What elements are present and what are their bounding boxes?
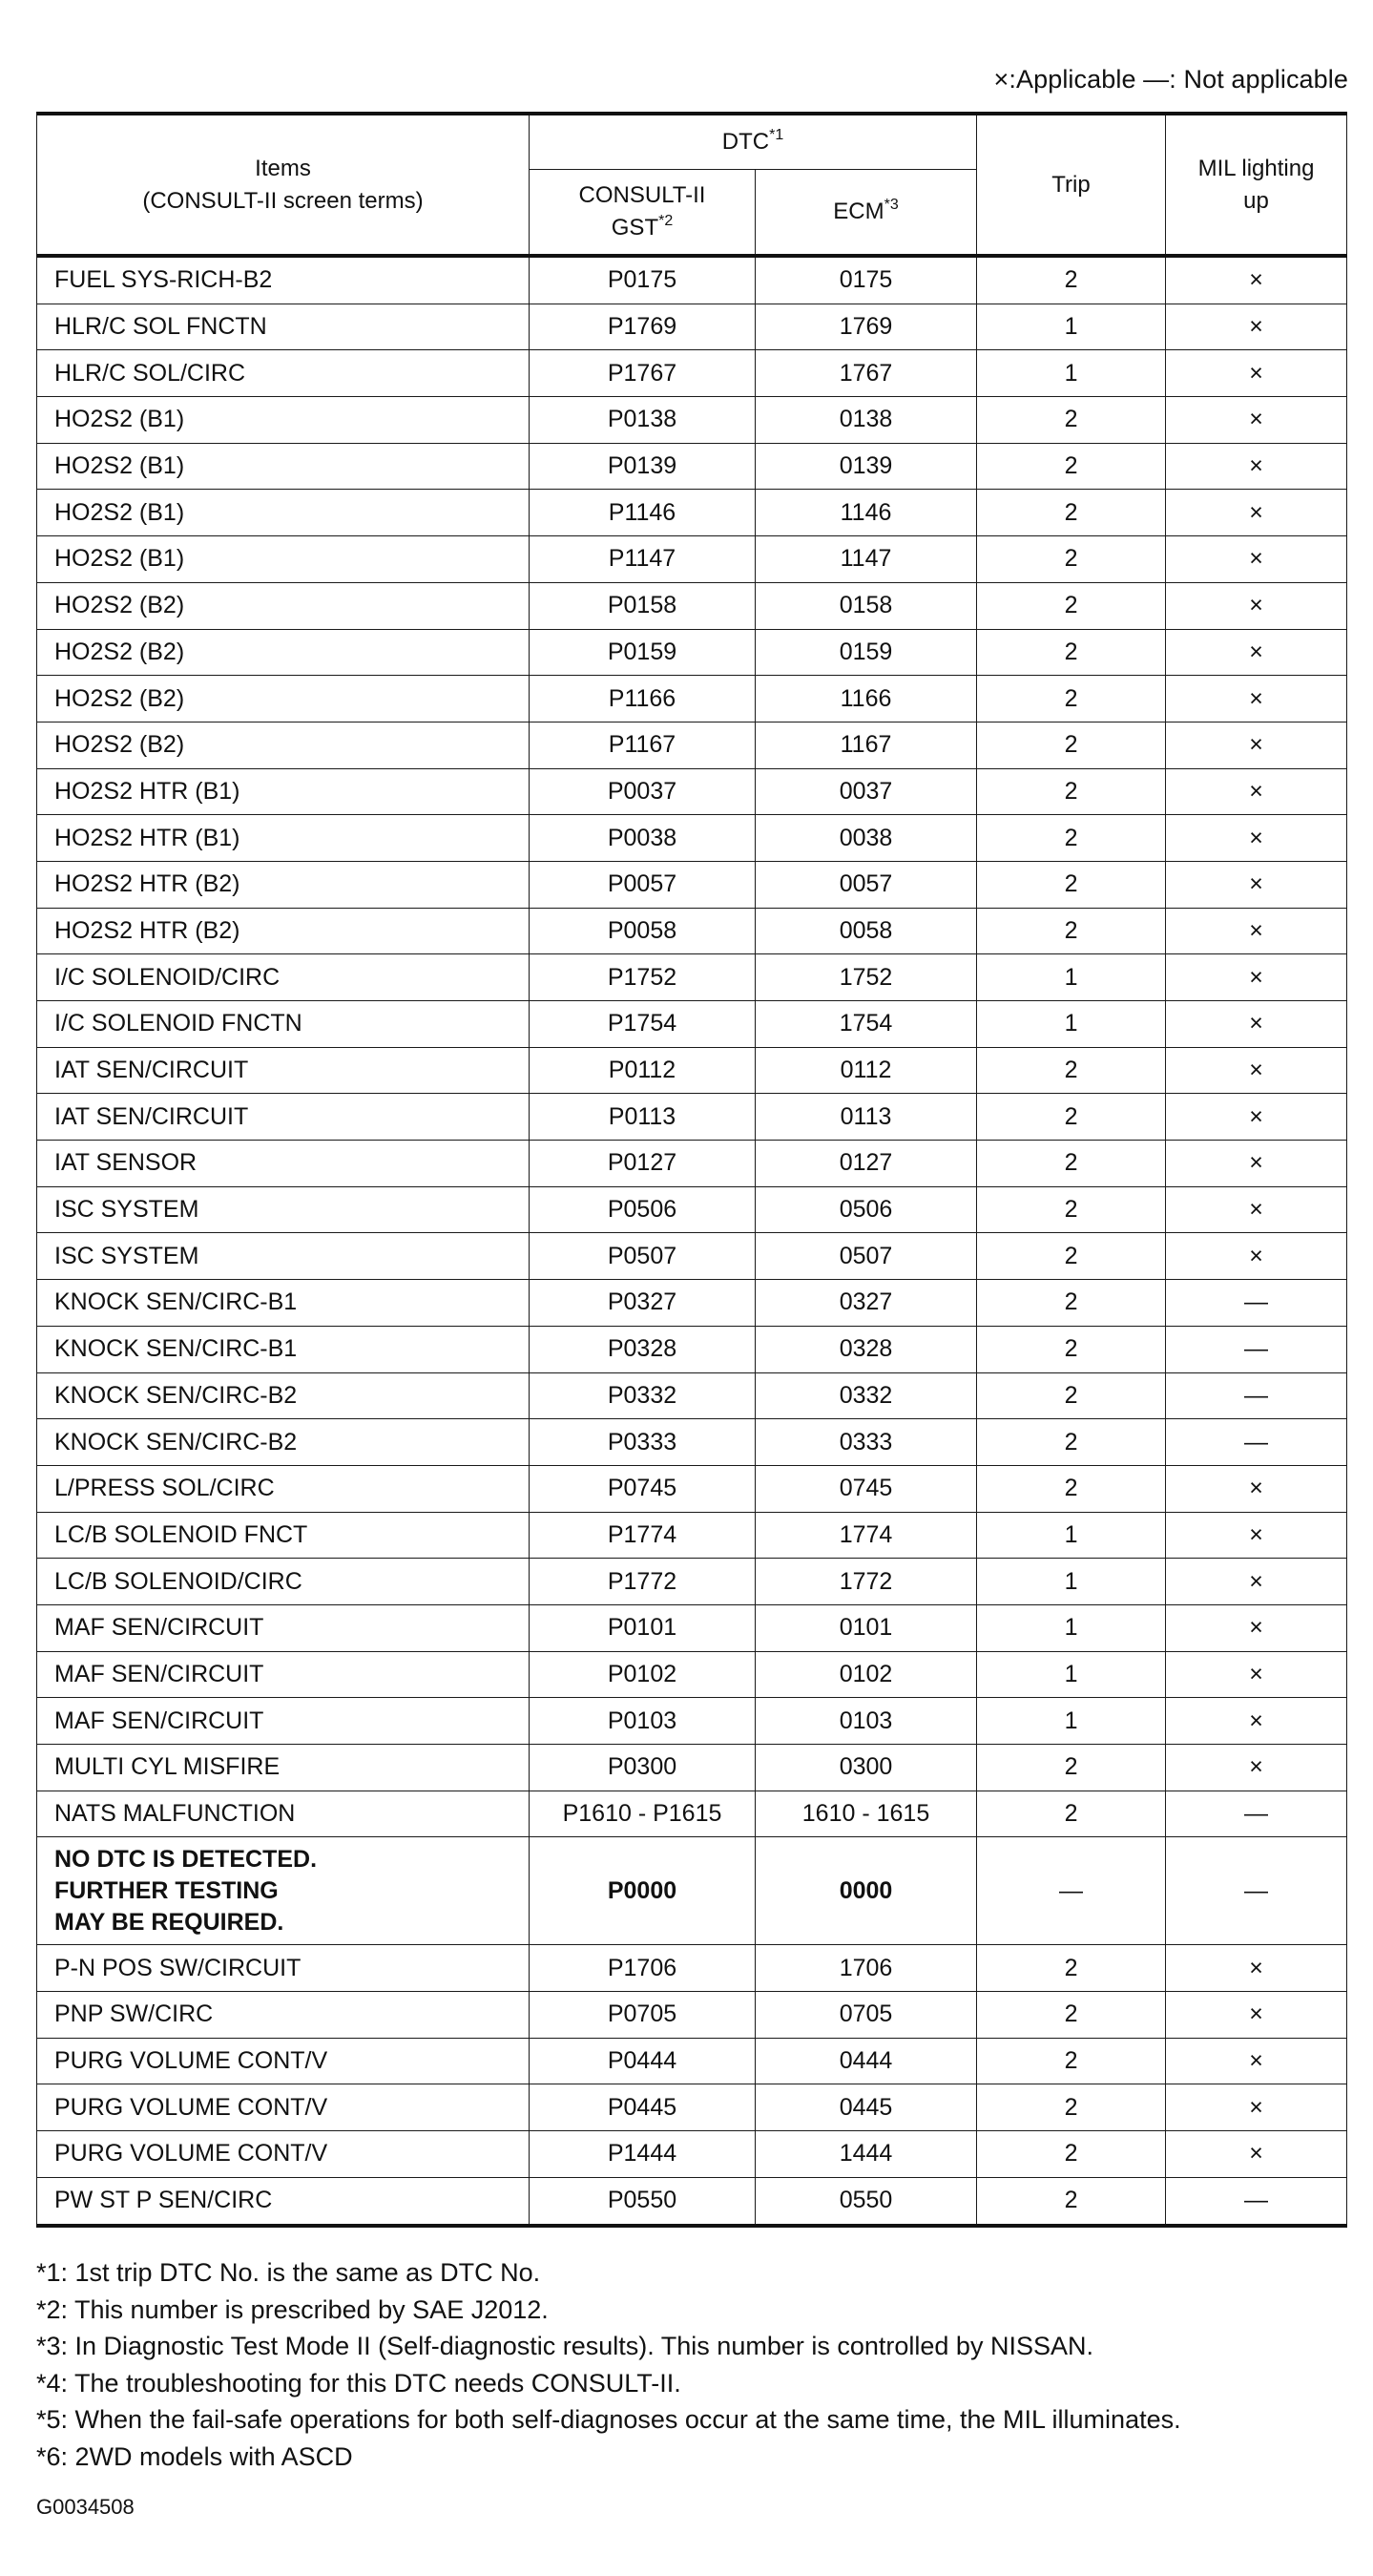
ecm-code-cell: 0332: [756, 1372, 977, 1419]
ecm-code-cell: 0000: [756, 1837, 977, 1945]
ecm-code-cell: 0058: [756, 908, 977, 954]
trip-cell: 2: [977, 2131, 1166, 2178]
table-row: [37, 861, 1347, 908]
gst-code-cell: P1146: [530, 490, 756, 536]
ecm-code-cell: 0112: [756, 1047, 977, 1094]
item-cell: HO2S2 (B1): [37, 536, 530, 583]
header-ecm-sup: *3: [884, 197, 899, 213]
footnote: *4: The troubleshooting for this DTC needs CONSULT-II.: [36, 2368, 681, 2398]
item-cell: HO2S2 (B1): [37, 397, 530, 444]
footnote: *5: When the fail-safe operations for both self-diagnoses occur at the same time, the MIL illuminates.: [36, 2405, 1181, 2434]
gst-code-cell: P0038: [530, 815, 756, 862]
gst-code-cell: P0550: [530, 2177, 756, 2225]
item-cell: I/C SOLENOID/CIRC: [37, 954, 530, 1001]
mil-cell: ×: [1166, 350, 1347, 397]
header-gst-line2: GST: [611, 215, 659, 241]
header-ecm: [756, 170, 977, 257]
item-cell: PURG VOLUME CONT/V: [37, 2084, 530, 2131]
mil-cell: —: [1166, 1837, 1347, 1945]
item-cell: KNOCK SEN/CIRC-B2: [37, 1372, 530, 1419]
table-row: [37, 397, 1347, 444]
trip-cell: 2: [977, 768, 1166, 815]
footnote: *1: 1st trip DTC No. is the same as DTC No.: [36, 2258, 541, 2287]
ecm-code-cell: 1146: [756, 490, 977, 536]
table-row: [37, 1280, 1347, 1327]
header-items: [37, 114, 530, 256]
header-gst-line1: CONSULT-II: [578, 182, 706, 208]
ecm-code-cell: 1774: [756, 1512, 977, 1559]
trip-cell: 2: [977, 861, 1166, 908]
mil-cell: ×: [1166, 1094, 1347, 1141]
ecm-code-cell: 0138: [756, 397, 977, 444]
mil-cell: ×: [1166, 256, 1347, 304]
gst-code-cell: P0175: [530, 256, 756, 304]
mil-cell: ×: [1166, 443, 1347, 490]
header-mil: [1166, 114, 1347, 256]
mil-cell: ×: [1166, 1559, 1347, 1605]
ecm-code-cell: 0175: [756, 256, 977, 304]
item-cell: IAT SENSOR: [37, 1141, 530, 1187]
gst-code-cell: P0445: [530, 2084, 756, 2131]
mil-cell: ×: [1166, 1233, 1347, 1280]
gst-code-cell: P0113: [530, 1094, 756, 1141]
mil-cell: ×: [1166, 908, 1347, 954]
ecm-code-cell: 0445: [756, 2084, 977, 2131]
table-row: [37, 1465, 1347, 1512]
item-cell: HO2S2 (B1): [37, 490, 530, 536]
gst-code-cell: P0159: [530, 629, 756, 676]
mil-cell: —: [1166, 1791, 1347, 1837]
item-cell: L/PRESS SOL/CIRC: [37, 1465, 530, 1512]
dtc-table: [36, 112, 1347, 2228]
header-trip: [977, 114, 1166, 256]
mil-cell: ×: [1166, 676, 1347, 723]
trip-cell: 2: [977, 582, 1166, 629]
table-row: [37, 1326, 1347, 1372]
gst-code-cell: P0507: [530, 1233, 756, 1280]
item-cell: MAF SEN/CIRCUIT: [37, 1651, 530, 1698]
ecm-code-cell: 0300: [756, 1745, 977, 1791]
table-row: [37, 1945, 1347, 1992]
gst-code-cell: P0332: [530, 1372, 756, 1419]
ecm-code-cell: 0057: [756, 861, 977, 908]
trip-cell: 2: [977, 1465, 1166, 1512]
mil-cell: ×: [1166, 1604, 1347, 1651]
gst-code-cell: P1769: [530, 304, 756, 350]
mil-cell: ×: [1166, 490, 1347, 536]
mil-cell: —: [1166, 1326, 1347, 1372]
gst-code-cell: P1166: [530, 676, 756, 723]
trip-cell: 2: [977, 2177, 1166, 2225]
table-row: [37, 1094, 1347, 1141]
trip-cell: 2: [977, 908, 1166, 954]
item-cell: HO2S2 (B2): [37, 582, 530, 629]
table-row: [37, 1651, 1347, 1698]
ecm-code-cell: 0506: [756, 1186, 977, 1233]
item-cell: MULTI CYL MISFIRE: [37, 1745, 530, 1791]
ecm-code-cell: 1767: [756, 350, 977, 397]
mil-cell: ×: [1166, 397, 1347, 444]
gst-code-cell: P0138: [530, 397, 756, 444]
header-mil-line1: MIL lighting: [1197, 155, 1315, 181]
not-applicable-symbol: —: [1143, 65, 1170, 94]
mil-cell: ×: [1166, 536, 1347, 583]
table-row: [37, 1837, 1347, 1945]
ecm-code-cell: 1166: [756, 676, 977, 723]
mil-cell: ×: [1166, 1512, 1347, 1559]
ecm-code-cell: 1147: [756, 536, 977, 583]
table-row: [37, 1992, 1347, 2039]
trip-cell: 2: [977, 256, 1166, 304]
table-row: [37, 536, 1347, 583]
item-cell: LC/B SOLENOID/CIRC: [37, 1559, 530, 1605]
ecm-code-cell: 0113: [756, 1094, 977, 1141]
gst-code-cell: P0745: [530, 1465, 756, 1512]
gst-code-cell: P0127: [530, 1141, 756, 1187]
gst-code-cell: P0112: [530, 1047, 756, 1094]
mil-cell: ×: [1166, 1651, 1347, 1698]
trip-cell: 2: [977, 490, 1166, 536]
table-row: [37, 443, 1347, 490]
table-row: [37, 1745, 1347, 1791]
table-row: [37, 1372, 1347, 1419]
item-cell: KNOCK SEN/CIRC-B2: [37, 1419, 530, 1466]
table-row: [37, 1559, 1347, 1605]
item-cell: HO2S2 (B2): [37, 722, 530, 768]
gst-code-cell: P0058: [530, 908, 756, 954]
gst-code-cell: P0103: [530, 1698, 756, 1745]
item-cell: HO2S2 HTR (B2): [37, 861, 530, 908]
ecm-code-cell: 0745: [756, 1465, 977, 1512]
ecm-code-cell: 0159: [756, 629, 977, 676]
gst-code-cell: P0102: [530, 1651, 756, 1698]
item-cell: IAT SEN/CIRCUIT: [37, 1047, 530, 1094]
table-row: [37, 582, 1347, 629]
gst-code-cell: P0506: [530, 1186, 756, 1233]
table-row: [37, 1512, 1347, 1559]
trip-cell: 2: [977, 1280, 1166, 1327]
item-cell: ISC SYSTEM: [37, 1233, 530, 1280]
mil-cell: ×: [1166, 1465, 1347, 1512]
mil-cell: ×: [1166, 1698, 1347, 1745]
table-row: [37, 304, 1347, 350]
table-row: [37, 2038, 1347, 2084]
gst-code-cell: P0158: [530, 582, 756, 629]
mil-cell: ×: [1166, 1141, 1347, 1187]
trip-cell: 1: [977, 1512, 1166, 1559]
item-cell: NATS MALFUNCTION: [37, 1791, 530, 1837]
ecm-code-cell: 1167: [756, 722, 977, 768]
gst-code-cell: P0327: [530, 1280, 756, 1327]
mil-cell: ×: [1166, 2084, 1347, 2131]
mil-cell: ×: [1166, 1992, 1347, 2039]
mil-cell: —: [1166, 2177, 1347, 2225]
legend: [994, 65, 1349, 94]
footnote: *3: In Diagnostic Test Mode II (Self-diagnostic results). This number is controlled by NISSAN.: [36, 2332, 1093, 2360]
ecm-code-cell: 1610 - 1615: [756, 1791, 977, 1837]
table-row: [37, 1186, 1347, 1233]
table-row: [37, 490, 1347, 536]
mil-cell: ×: [1166, 1945, 1347, 1992]
footnote: *2: This number is prescribed by SAE J2012.: [36, 2294, 549, 2324]
item-cell: PNP SW/CIRC: [37, 1992, 530, 2039]
table-row: [37, 1141, 1347, 1187]
trip-cell: 1: [977, 1698, 1166, 1745]
ecm-code-cell: 1754: [756, 1001, 977, 1048]
table-row: [37, 1419, 1347, 1466]
table-row: [37, 1047, 1347, 1094]
item-cell: HO2S2 HTR (B1): [37, 815, 530, 862]
mil-cell: ×: [1166, 582, 1347, 629]
trip-cell: 2: [977, 1141, 1166, 1187]
gst-code-cell: P0333: [530, 1419, 756, 1466]
trip-cell: 2: [977, 1419, 1166, 1466]
trip-cell: 2: [977, 1047, 1166, 1094]
gst-code-cell: P0139: [530, 443, 756, 490]
gst-code-cell: P0444: [530, 2038, 756, 2084]
ecm-code-cell: 0139: [756, 443, 977, 490]
table-row: [37, 2084, 1347, 2131]
mil-cell: —: [1166, 1280, 1347, 1327]
table-row: [37, 815, 1347, 862]
ecm-code-cell: 0327: [756, 1280, 977, 1327]
trip-cell: —: [977, 1837, 1166, 1945]
ecm-code-cell: 0103: [756, 1698, 977, 1745]
ecm-code-cell: 1752: [756, 954, 977, 1001]
trip-cell: 2: [977, 1992, 1166, 2039]
trip-cell: 2: [977, 397, 1166, 444]
table-row: [37, 768, 1347, 815]
trip-cell: 2: [977, 1945, 1166, 1992]
header-trip-label: Trip: [1051, 171, 1091, 198]
trip-cell: 2: [977, 1745, 1166, 1791]
table-row: [37, 722, 1347, 768]
trip-cell: 1: [977, 1559, 1166, 1605]
trip-cell: 2: [977, 1372, 1166, 1419]
ecm-code-cell: 0038: [756, 815, 977, 862]
figure-id: G0034508: [36, 2495, 135, 2519]
header-dtc-label: DTC: [721, 129, 770, 155]
table-row: [37, 1604, 1347, 1651]
gst-code-cell: P1706: [530, 1945, 756, 1992]
item-cell: P-N POS SW/CIRCUIT: [37, 1945, 530, 1992]
item-cell: HO2S2 (B2): [37, 676, 530, 723]
header-items-line1: Items: [255, 155, 311, 181]
mil-cell: ×: [1166, 1047, 1347, 1094]
item-cell: MAF SEN/CIRCUIT: [37, 1604, 530, 1651]
header-dtc: [530, 114, 977, 170]
gst-code-cell: P1167: [530, 722, 756, 768]
trip-cell: 2: [977, 1186, 1166, 1233]
ecm-code-cell: 1444: [756, 2131, 977, 2178]
item-cell: PURG VOLUME CONT/V: [37, 2038, 530, 2084]
gst-code-cell: P0000: [530, 1837, 756, 1945]
mil-cell: ×: [1166, 861, 1347, 908]
trip-cell: 2: [977, 1791, 1166, 1837]
gst-code-cell: P0037: [530, 768, 756, 815]
mil-cell: ×: [1166, 2131, 1347, 2178]
table-row: [37, 2177, 1347, 2225]
item-cell: NO DTC IS DETECTED. FURTHER TESTING MAY BE REQUIRED.: [37, 1837, 530, 1945]
gst-code-cell: P1752: [530, 954, 756, 1001]
ecm-code-cell: 0158: [756, 582, 977, 629]
trip-cell: 1: [977, 954, 1166, 1001]
table-row: [37, 1233, 1347, 1280]
header-dtc-sup: *1: [769, 127, 784, 143]
item-cell: I/C SOLENOID FNCTN: [37, 1001, 530, 1048]
mil-cell: ×: [1166, 629, 1347, 676]
item-cell: HLR/C SOL/CIRC: [37, 350, 530, 397]
mil-cell: ×: [1166, 768, 1347, 815]
item-cell: HO2S2 HTR (B2): [37, 908, 530, 954]
gst-code-cell: P1774: [530, 1512, 756, 1559]
table-row: [37, 629, 1347, 676]
trip-cell: 2: [977, 1326, 1166, 1372]
mil-cell: ×: [1166, 304, 1347, 350]
mil-cell: —: [1166, 1419, 1347, 1466]
item-cell: MAF SEN/CIRCUIT: [37, 1698, 530, 1745]
header-ecm-label: ECM: [833, 199, 884, 224]
table-row: [37, 954, 1347, 1001]
item-cell: HO2S2 HTR (B1): [37, 768, 530, 815]
mil-cell: ×: [1166, 1186, 1347, 1233]
table-row: [37, 676, 1347, 723]
table-row: [37, 1791, 1347, 1837]
item-cell: KNOCK SEN/CIRC-B1: [37, 1280, 530, 1327]
gst-code-cell: P1444: [530, 2131, 756, 2178]
gst-code-cell: P0300: [530, 1745, 756, 1791]
ecm-code-cell: 0333: [756, 1419, 977, 1466]
ecm-code-cell: 0102: [756, 1651, 977, 1698]
ecm-code-cell: 1706: [756, 1945, 977, 1992]
gst-code-cell: P0705: [530, 1992, 756, 2039]
item-cell: FUEL SYS-RICH-B2: [37, 256, 530, 304]
item-cell: HO2S2 (B2): [37, 629, 530, 676]
gst-code-cell: P1147: [530, 536, 756, 583]
trip-cell: 2: [977, 815, 1166, 862]
trip-cell: 1: [977, 1604, 1166, 1651]
ecm-code-cell: 1769: [756, 304, 977, 350]
table-row: [37, 350, 1347, 397]
item-cell: PURG VOLUME CONT/V: [37, 2131, 530, 2178]
gst-code-cell: P0057: [530, 861, 756, 908]
trip-cell: 2: [977, 536, 1166, 583]
trip-cell: 1: [977, 350, 1166, 397]
trip-cell: 1: [977, 304, 1166, 350]
gst-code-cell: P1610 - P1615: [530, 1791, 756, 1837]
mil-cell: ×: [1166, 1001, 1347, 1048]
gst-code-cell: P0328: [530, 1326, 756, 1372]
ecm-code-cell: 0705: [756, 1992, 977, 2039]
mil-cell: ×: [1166, 722, 1347, 768]
mil-cell: ×: [1166, 2038, 1347, 2084]
gst-code-cell: P1772: [530, 1559, 756, 1605]
trip-cell: 2: [977, 722, 1166, 768]
trip-cell: 2: [977, 2038, 1166, 2084]
table-row: [37, 1001, 1347, 1048]
table-row: [37, 256, 1347, 304]
ecm-code-cell: 0037: [756, 768, 977, 815]
table-row: [37, 908, 1347, 954]
ecm-code-cell: 0101: [756, 1604, 977, 1651]
item-cell: HO2S2 (B1): [37, 443, 530, 490]
ecm-code-cell: 1772: [756, 1559, 977, 1605]
ecm-code-cell: 0444: [756, 2038, 977, 2084]
header-gst: [530, 170, 756, 257]
applicable-label: :Applicable: [1009, 65, 1136, 94]
not-applicable-label: : Not applicable: [1169, 65, 1348, 94]
trip-cell: 2: [977, 629, 1166, 676]
ecm-code-cell: 0127: [756, 1141, 977, 1187]
mil-cell: ×: [1166, 815, 1347, 862]
item-cell: HLR/C SOL FNCTN: [37, 304, 530, 350]
trip-cell: 2: [977, 676, 1166, 723]
applicable-symbol: ×: [993, 65, 1009, 94]
trip-cell: 2: [977, 1233, 1166, 1280]
table-row: [37, 2131, 1347, 2178]
gst-code-cell: P1767: [530, 350, 756, 397]
footnotes: [36, 2254, 1181, 2475]
trip-cell: 2: [977, 443, 1166, 490]
gst-code-cell: P0101: [530, 1604, 756, 1651]
trip-cell: 1: [977, 1001, 1166, 1048]
footnote: *6: 2WD models with ASCD: [36, 2441, 353, 2471]
mil-cell: ×: [1166, 1745, 1347, 1791]
table-body: [37, 256, 1347, 2226]
mil-cell: —: [1166, 1372, 1347, 1419]
mil-cell: ×: [1166, 954, 1347, 1001]
trip-cell: 2: [977, 2084, 1166, 2131]
gst-code-cell: P1754: [530, 1001, 756, 1048]
trip-cell: 1: [977, 1651, 1166, 1698]
item-cell: PW ST P SEN/CIRC: [37, 2177, 530, 2225]
header-gst-sup: *2: [658, 213, 674, 229]
trip-cell: 2: [977, 1094, 1166, 1141]
header-items-line2: (CONSULT-II screen terms): [142, 187, 424, 214]
item-cell: LC/B SOLENOID FNCT: [37, 1512, 530, 1559]
header-mil-line2: up: [1243, 187, 1269, 214]
item-cell: ISC SYSTEM: [37, 1186, 530, 1233]
item-cell: KNOCK SEN/CIRC-B1: [37, 1326, 530, 1372]
ecm-code-cell: 0550: [756, 2177, 977, 2225]
ecm-code-cell: 0507: [756, 1233, 977, 1280]
table-row: [37, 1698, 1347, 1745]
ecm-code-cell: 0328: [756, 1326, 977, 1372]
item-cell: IAT SEN/CIRCUIT: [37, 1094, 530, 1141]
